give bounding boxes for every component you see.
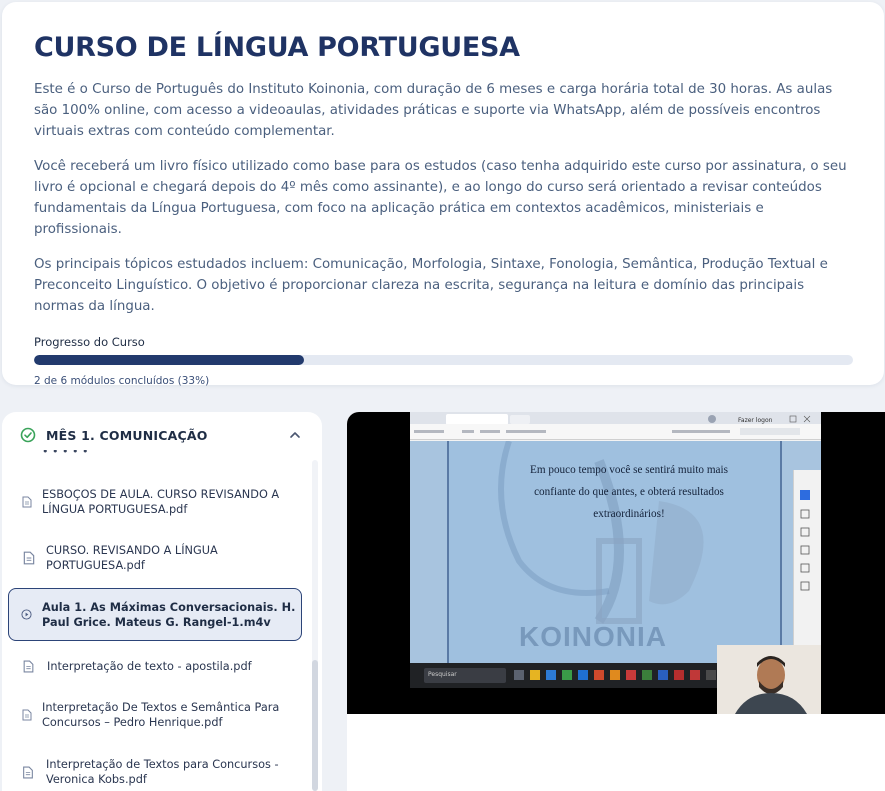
video-browser-tabs — [410, 412, 821, 424]
module-title: MÊS 1. COMUNICAÇÃO — [46, 427, 208, 443]
file-icon — [22, 496, 32, 508]
progress-label: Progresso do Curso — [34, 335, 145, 349]
video-pdf-document — [410, 441, 821, 663]
sidebar-scrollbar[interactable] — [312, 460, 318, 791]
progress-bar-fill — [34, 355, 304, 365]
koinonia-watermark: KOINONIA — [519, 621, 667, 652]
course-description-2: Você receberá um livro físico utilizado como base para os estudos (caso tenha adquirido este curso por assinatura, o seu livro é opcional e chegará depois do 4º mês como assinante), e ao longo do curso será orientado a revisar conteúdos fundamentais da Língua Portuguesa, com foco na aplicação prática em contextos acadêmicos, ministeriais e profissionais. — [34, 159, 847, 237]
course-title: CURSO DE LÍNGUA PORTUGUESA — [34, 32, 520, 63]
taskbar-search: Pesquisar — [424, 668, 506, 683]
browser-bar-graphic — [410, 424, 821, 440]
file-icon — [22, 660, 35, 673]
play-circle-icon — [21, 609, 32, 620]
video-lower-area — [347, 714, 885, 791]
pdf-page — [447, 441, 782, 663]
webcam-overlay — [717, 645, 821, 714]
course-description-1: Este é o Curso de Português do Instituto Koinonia, com duração de 6 meses e carga horária total de 30 horas. As aulas são 100% online, com acesso a videoaulas, atividades práticas e suporte via WhatsApp, além de possíveis encontros virtuais extras com conteúdo complementar. — [34, 82, 833, 139]
chevron-up-icon[interactable] — [288, 428, 302, 442]
video-browser-address-bar — [410, 424, 821, 440]
list-item-label: Interpretação De Textos e Semântica Para Concursos – Pedro Henrique.pdf — [42, 701, 280, 729]
module-sidebar — [2, 412, 322, 791]
sidebar-scrollbar-thumb[interactable] — [312, 660, 318, 791]
pdf-quote-line-2: confiante do que antes, e obterá resultados — [534, 486, 724, 498]
progress-status-text: 2 de 6 módulos concluídos (33%) — [34, 375, 210, 387]
video-player[interactable] — [347, 412, 885, 714]
list-item-label: Interpretação de Textos para Concursos - Veronica Kobs.pdf — [46, 758, 279, 786]
progress-bar — [34, 355, 853, 365]
list-item-file[interactable] — [8, 754, 302, 790]
file-icon — [22, 551, 36, 565]
browser-login-text: Fazer logon — [738, 417, 773, 424]
clipped-list-item-text: • • • • • — [42, 450, 89, 458]
list-item-label: ESBOÇOS DE AULA. CURSO REVISANDO A LÍNGUA PORTUGUESA.pdf — [42, 488, 280, 516]
course-header-card — [2, 2, 884, 385]
check-circle-icon — [20, 427, 36, 443]
list-item-label: CURSO. REVISANDO A LÍNGUA PORTUGUESA.pdf — [46, 544, 218, 572]
list-item-video-active[interactable] — [8, 588, 302, 641]
course-description-3: Os principais tópicos estudados incluem: Comunicação, Morfologia, Sintaxe, Fonologia, Semântica, Produção Textual e Preconceito Linguístico. O objetivo é proporcionar clareza na escrita, segurança na leitura e domínio das principais normas da língua. — [34, 257, 828, 314]
pdf-quote-line-3: extraordinários! — [593, 508, 665, 520]
file-icon — [22, 709, 32, 721]
list-item-label: Aula 1. As Máximas Conversacionais. H. Paul Grice. Mateus G. Rangel-1.m4v — [42, 600, 296, 629]
list-item-label: Interpretação de texto - apostila.pdf — [47, 659, 252, 673]
list-item-file[interactable] — [8, 654, 302, 678]
pdf-quote-line-1: Em pouco tempo você se sentirá muito mais — [530, 464, 728, 476]
file-icon — [22, 766, 34, 779]
list-item-file[interactable] — [8, 540, 302, 576]
presenter-silhouette — [717, 645, 821, 714]
list-item-file[interactable] — [8, 697, 302, 733]
list-item-file[interactable] — [8, 484, 302, 520]
pdf-quote-text — [509, 459, 749, 525]
